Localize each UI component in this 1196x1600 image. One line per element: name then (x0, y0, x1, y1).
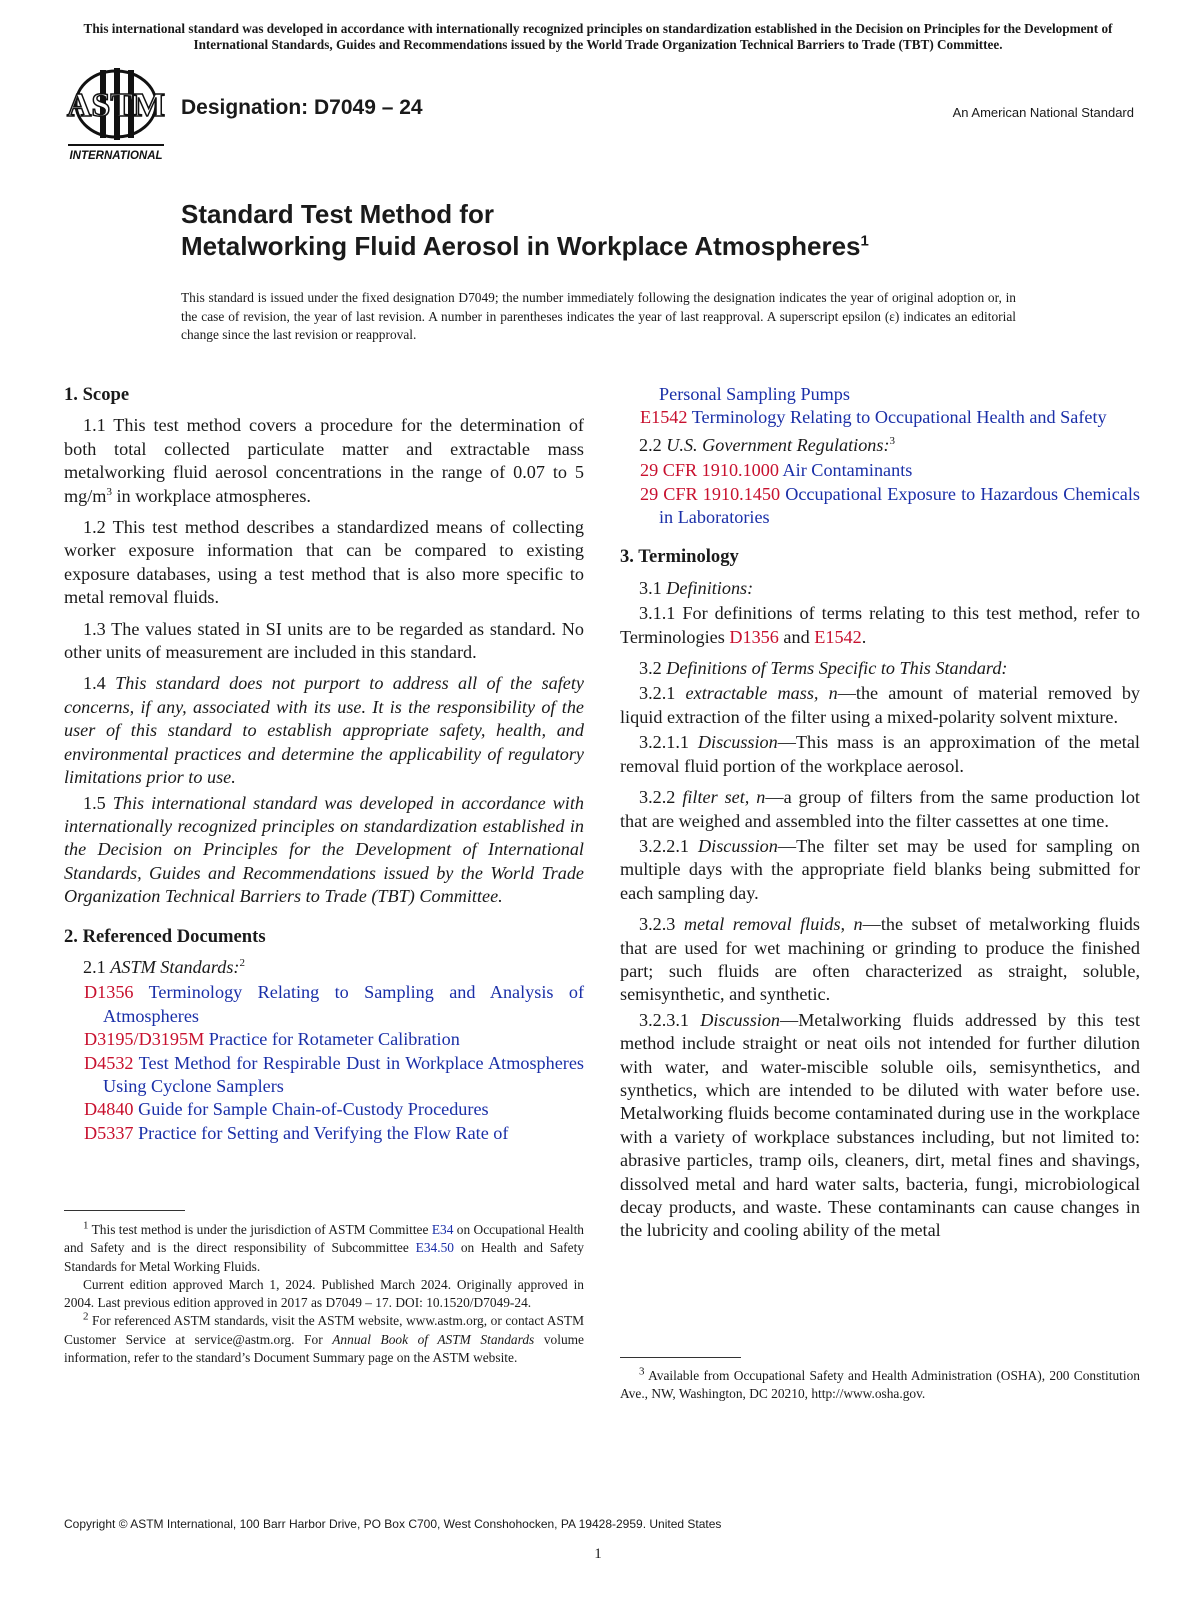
logo-letters: ASTM (66, 87, 166, 124)
reference-d3195[interactable]: D3195/D3195M Practice for Rotameter Calibration (84, 1029, 460, 1050)
national-standard-label: An American National Standard (952, 105, 1134, 120)
footnote-rule-right (620, 1357, 741, 1358)
paragraph-3-2-2-1: 3.2.2.1 Discussion—The filter set may be used for sampling on multiple days with the appropriate field blanks being submitted for each sampling day. (620, 835, 1140, 903)
paragraph-3-2-2: 3.2.2 filter set, n—a group of filters from the same production lot that are weighed and assembled into the filter cassettes at one time. (620, 787, 1140, 831)
reference-d1356[interactable]: D1356 Terminology Relating to Sampling and Analysis of Atmospheres (84, 982, 585, 1026)
top-notice: This international standard was developed in accordance with internationally recognized principles on standardization established in the Decision on Principles for the Development of International Standards, Guides and Recommendations issued by the World Trade Organization Technical Barriers to Trade (TBT) Committee. (83, 21, 1113, 52)
astm-standards-label: 2.1 ASTM Standards:$^2$ (83, 956, 245, 977)
paragraph-3-1-1: 3.1.1 For definitions of terms relating to this test method, refer to Terminologies D1356 and E1542. (620, 603, 1140, 647)
paragraph-1-2: 1.2 This test method describes a standardized means of collecting worker exposure information that can be compared to existing exposure databases, using a test method that is also more specific to metal removal fluids. (64, 517, 584, 608)
section-heading-referenced-documents: 2. Referenced Documents (64, 925, 266, 947)
section-heading-terminology: 3. Terminology (620, 546, 739, 568)
definitions-label: 3.1 Definitions: (639, 577, 754, 598)
definitions-specific-label: 3.2 Definitions of Terms Specific to This Standard: (639, 658, 1008, 679)
gov-reference-list (620, 459, 1140, 529)
paragraph-1-3: 1.3 The values stated in SI units are to be regarded as standard. No other units of measurement are included in this standard. (64, 618, 584, 663)
paragraph-3-2-3-1: 3.2.3.1 Discussion—Metalworking fluids addressed by this test method include straight or neat oils not intended for further dilution with water, and water-miscible soluble oils, semisynthetics, and synthetics, which are intended to be diluted with water before use. Metalworking fluids become contaminated during use in the workplace with a variety of workplace substances including, but not limited to: abrasive particles, tramp oils, cleaners, dirt, metal fines and shavings, dissolved metal and hard water salts, bacteria, fungi, microbiological decay products, and waste. These contaminants can cause changes in the lubricity and cooling ability of the metal (620, 1009, 1141, 1241)
reference-d5337-continued[interactable]: Personal Sampling Pumps (659, 384, 850, 404)
link-e1542[interactable]: E1542 (814, 626, 862, 647)
title-footnote-ref[interactable]: 1 (860, 232, 869, 250)
link-e34[interactable]: E34 (431, 1222, 454, 1237)
logo-word: INTERNATIONAL (69, 150, 163, 162)
copyright-line: Copyright © ASTM International, 100 Barr Harbor Drive, PO Box C700, West Conshohocken, PA 19428-2959. United States (64, 1517, 722, 1531)
footnotes-right (620, 1367, 1140, 1404)
intro-note: This standard is issued under the fixed designation D7049; the number immediately following the designation indicates the year of original adoption or, in the case of revision, the year of last revision. A number in parentheses indicates the year of last reapproval. A superscript epsilon (ε) indicates an editorial change since the last revision or reapproval. (181, 290, 1016, 343)
reference-d4532[interactable]: D4532 Test Method for Respirable Dust in Workplace Atmospheres Using Cyclone Samplers (84, 1052, 584, 1096)
title-line-1: Standard Test Method for (181, 199, 494, 229)
link-d1356[interactable]: D1356 (729, 626, 779, 647)
right-column (620, 383, 1140, 1251)
reference-29cfr-1910-1000[interactable]: 29 CFR 1910.1000 Air Contaminants (640, 460, 913, 481)
paragraph-3-2-1-1: 3.2.1.1 Discussion—This mass is an approximation of the metal removal fluid portion of the workplace aerosol. (620, 732, 1140, 776)
gov-regulations-label: 2.2 U.S. Government Regulations:$^3$ (639, 434, 896, 455)
astm-reference-list-continued (620, 383, 1140, 430)
reference-d4840[interactable]: D4840 Guide for Sample Chain-of-Custody Procedures (84, 1099, 489, 1120)
astm-reference-list (64, 981, 584, 1145)
designation: Designation: D7049 – 24 (181, 96, 423, 119)
section-heading-scope: 1. Scope (64, 384, 130, 405)
page-number: 1 (594, 1546, 602, 1562)
title-line-2 (181, 230, 869, 262)
astm-logo (62, 68, 170, 164)
title-line-2-text: Metalworking Fluid Aerosol in Workplace Atmospheres (181, 231, 861, 261)
footnote-1-edition: Current edition approved March 1, 2024. Published March 2024. Originally approved in 2004. Last previous edition approved in 2017 as D7049 – 17. DOI: 10.1520/D7049-24. (64, 1276, 584, 1311)
footnotes-left (64, 1221, 584, 1367)
footnote-rule-left (64, 1210, 185, 1211)
reference-e1542[interactable]: E1542 Terminology Relating to Occupational Health and Safety (640, 407, 1107, 428)
paragraph-1-1: 1.1 This test method covers a procedure for the determination of both total collected particulate matter and extractable mass metalworking fluid aerosol concentrations in the range of 0.07 to 5 $mg/m^3$ in workplace atmospheres. (64, 415, 584, 506)
paragraph-3-2-1: 3.2.1 extractable mass, n—the amount of material removed by liquid extraction of the filter using a mixed-polarity solvent mixture. (620, 683, 1141, 727)
footnote-3: $^3$ Available from Occupational Safety and Health Administration (OSHA), 200 Constitution Ave., NW, Washington, DC 20210, http://www.osha.gov. (620, 1365, 1140, 1402)
footnote-2: $^2$ For referenced ASTM standards, visit the ASTM website, www.astm.org, or contact ASTM Customer Service at service@astm.org. For Annual Book of ASTM Standards volume information, refer to the standard’s Document Summary page on the ASTM website. (64, 1311, 584, 1366)
paragraph-1-4: 1.4 This standard does not purport to address all of the safety concerns, if any, associated with its use. It is the responsibility of the user of this standard to establish appropriate safety, health, and environmental practices and determine the applicability of regulatory limitations prior to use. (64, 673, 584, 788)
paragraph-3-2-3: 3.2.3 metal removal fluids, n—the subset of metalworking fluids that are used for wet machining or grinding to produce the finished part; such fluids are often characterized as straight, soluble, semisynthetic, and synthetic. (620, 914, 1140, 1005)
link-e34-50[interactable]: E34.50 (415, 1240, 454, 1256)
reference-29cfr-1910-1450[interactable]: 29 CFR 1910.1450 Occupational Exposure to Hazardous Chemicals in Laboratories (640, 483, 1141, 528)
page-title (181, 198, 869, 262)
footnote-1: $^1$ This test method is under the jurisdiction of ASTM Committee E34 on Occupational Health and Safety and is the direct responsibility of Subcommittee E34.50 on Health and Safety Standards for Metal Working Fluids. (64, 1219, 584, 1274)
left-column (64, 383, 584, 1153)
paragraph-1-5: 1.5 This international standard was developed in accordance with internationally recognized principles on standardization established in the Decision on Principles for the Development of International Standards, Guides and Recommendations issued by the World Trade Organization Technical Barriers to Trade (TBT) Committee. (64, 792, 585, 907)
reference-d5337[interactable]: D5337 Practice for Setting and Verifying the Flow Rate of (84, 1122, 509, 1143)
